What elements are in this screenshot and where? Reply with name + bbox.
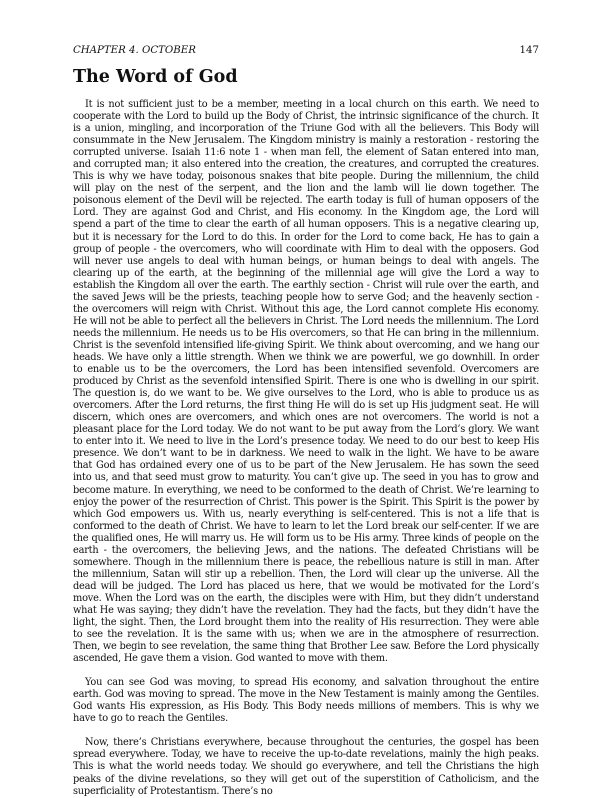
page-number: 147 bbox=[519, 45, 539, 56]
paragraph-2: You can see God was moving, to spread His economy, and salvation throughout the entire earth. God was moving to spread. The move in the New Testament is mainly among the Gentiles. God wants His expression, as His Body. This Body needs millions of members. This is why we have to go to reach the Gentiles. bbox=[73, 677, 539, 725]
paragraph-1: It is not sufficient just to be a member, meeting in a local church on this earth. We need to cooperate with the Lord to build up the Body of Christ, the intrinsic significance of the church. It is a union, mingling, and incorporation of the Triune God with all the believers. This Body will consummate in the New Jerusalem. The Kingdom ministry is mainly a restoration - restoring the corrupted universe. Isaiah 11:6 note 1 - when man fell, the element of Satan entered into man, and corrupted man; it also entered into the creation, the creatures, and corrupted the creatures. This is why we have today, poisonous snakes that bite people. During the millennium, the child will play on the nest of the serpent, and the lion and the lamb will lie down together. The poisonous element of the Devil will be rejected. The earth today is full of human opposers of the Lord. They are against God and Christ, and His economy. In the Kingdom age, the Lord will spend a part of the time to clear the earth of all human opposers. This is a negative clearing up, but it is necessary for the Lord to do this. In order for the Lord to come back, He has to gain a group of people - the overcomers, who will coordinate with Him to deal with the opposers. God will never use angels to deal with human beings, or human beings to deal with angels. The clearing up of the earth, at the beginning of the millennial age will give the Lord a way to establish the Kingdom all over the earth. The earthly section - Christ will rule over the earth, and the saved Jews will be the priests, teaching people how to serve God; and the heavenly section - the overcomers will reign with Christ. Without this age, the Lord cannot complete His economy. He will not be able to perfect all the believers in Christ. The Lord needs the millennium. The Lord needs the millennium. He needs us to be His overcomers, so that He can bring in the millennium. Christ is the sevenfold intensified life-giving Spirit. We think about overcoming, and we hang our heads. We have only a little strength. When we think we are powerful, we go downhill. In order to enable us to be the overcomers, the Lord has been intensified sevenfold. Overcomers are produced by Christ as the sevenfold intensified Spirit. There is one who is dwelling in our spirit. The question is, do we want to be. We give ourselves to the Lord, who is able to produce us as overcomers. After the Lord returns, the first thing He will do is set up His judgment seat. He will discern, which ones are overcomers, and which ones are not overcomers. The world is not a pleasant place for the Lord today. We do not want to be put away from the Lord’s glory. We want to enter into it. We need to live in the Lord’s presence today. We need to do our best to keep His presence. We don’t want to be in darkness. We need to walk in the light. We have to be aware that God has ordained every one of us to be part of the New Jerusalem. He has sown the seed into us, and that seed must grow to maturity. You can’t give up. The seed in you has to grow and become mature. In everything, we need to be conformed to the death of Christ. We’re learning to enjoy the power of the resurrection of Christ. This power is the Spirit. This Spirit is the power by which God empowers us. With us, nearly everything is self-centered. This is not a life that is conformed to the death of Christ. We have to learn to let the Lord break our self-center. If we are the qualified ones, He will marry us. He will form us to be His army. Three kinds of people on the earth - the overcomers, the believing Jews, and the nations. The defeated Christians will be somewhere. Though in the millennium there is peace, the rebellious nature is still in man. After the millennium, Satan will stir up a rebellion. Then, the Lord will clear up the universe. All the dead will be judged. The Lord has placed us here, that we would be motivated for the Lord’s move. When the Lord was on the earth, the disciples were with Him, but they didn’t understand what He was saying; they didn’t have the revelation. They had the facts, but they didn’t have the light, the sight. Then, the Lord brought them into the reality of His resurrection. They were able to see the revelation. It is the same with us; when we are in the atmosphere of resurrection. Then, we begin to see revelation, the same thing that Brother Lee saw. Before the Lord physically ascended, He gave them a vision. God wanted to move with them. bbox=[73, 99, 539, 665]
body-text bbox=[73, 99, 539, 798]
chapter-heading: CHAPTER 4. OCTOBER bbox=[73, 45, 196, 56]
paragraph-3: Now, there’s Christians everywhere, because throughout the centuries, the gospel has been spread everywhere. Today, we have to receive the up-to-date revelations, mainly the high peaks. This is what the world needs today. We should go everywhere, and tell the Christians the high peaks of the divine revelations, so they will get out of the superstition of Catholicism, and the superficiality of Protestantism. There’s no bbox=[73, 737, 539, 797]
section-title: The Word of God bbox=[73, 67, 238, 87]
